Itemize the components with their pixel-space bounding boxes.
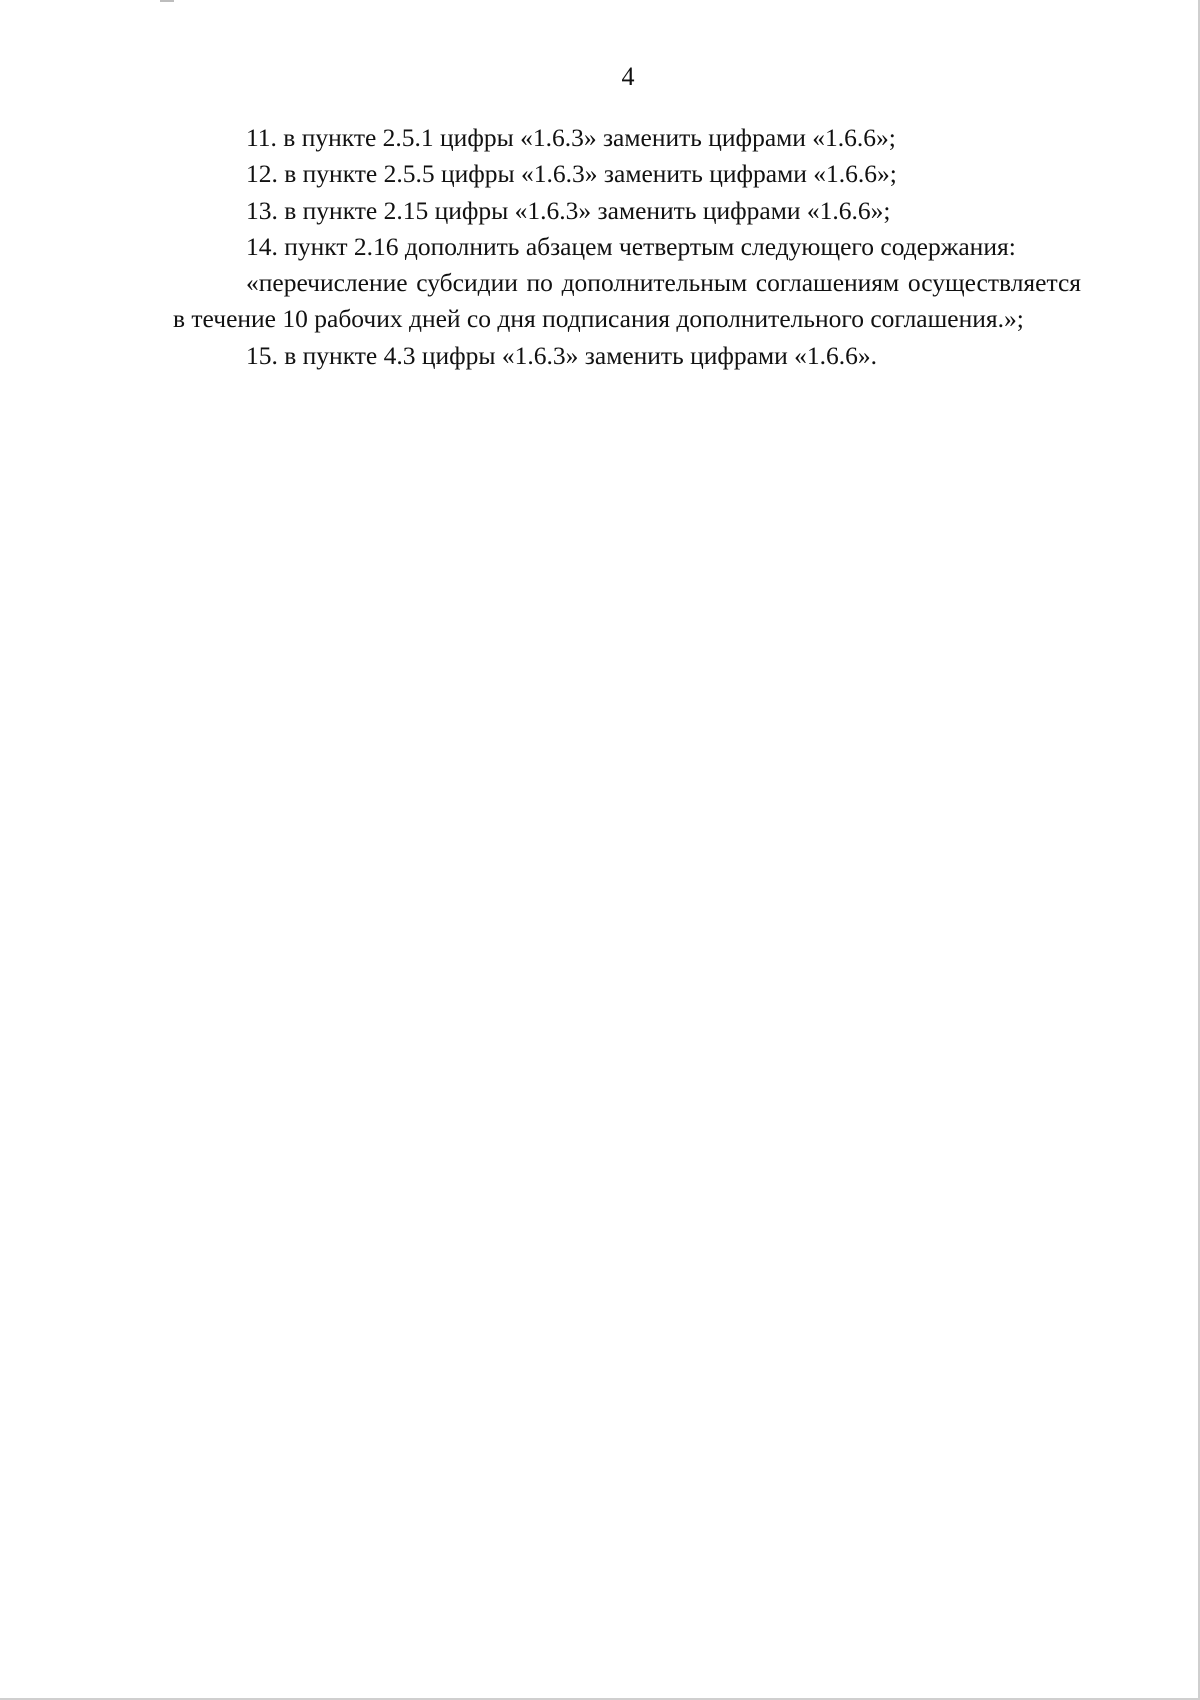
paragraph-item-12: 12. в пункте 2.5.5 цифры «1.6.3» заменить цифрами «1.6.6»;	[246, 159, 897, 189]
document-body	[173, 120, 1081, 374]
page-number: 4	[621, 62, 635, 91]
paragraph-item-13: 13. в пункте 2.15 цифры «1.6.3» заменить цифрами «1.6.6»;	[246, 195, 891, 225]
scan-edge-mark	[160, 0, 174, 2]
paragraph-item-14: 14. пункт 2.16 дополнить абзацем четвертым следующего содержания:	[246, 231, 1016, 261]
paragraph-quoted-text: «перечисление субсидии по дополнительным соглашениям осуществляется в течение 10 рабочих дней со дня подписания дополнительного соглашения.»;	[173, 268, 1081, 334]
paragraph-item-11: 11. в пункте 2.5.1 цифры «1.6.3» заменить цифрами «1.6.6»;	[246, 123, 896, 152]
paragraph-item-15: 15. в пункте 4.3 цифры «1.6.3» заменить цифрами «1.6.6».	[246, 340, 878, 370]
